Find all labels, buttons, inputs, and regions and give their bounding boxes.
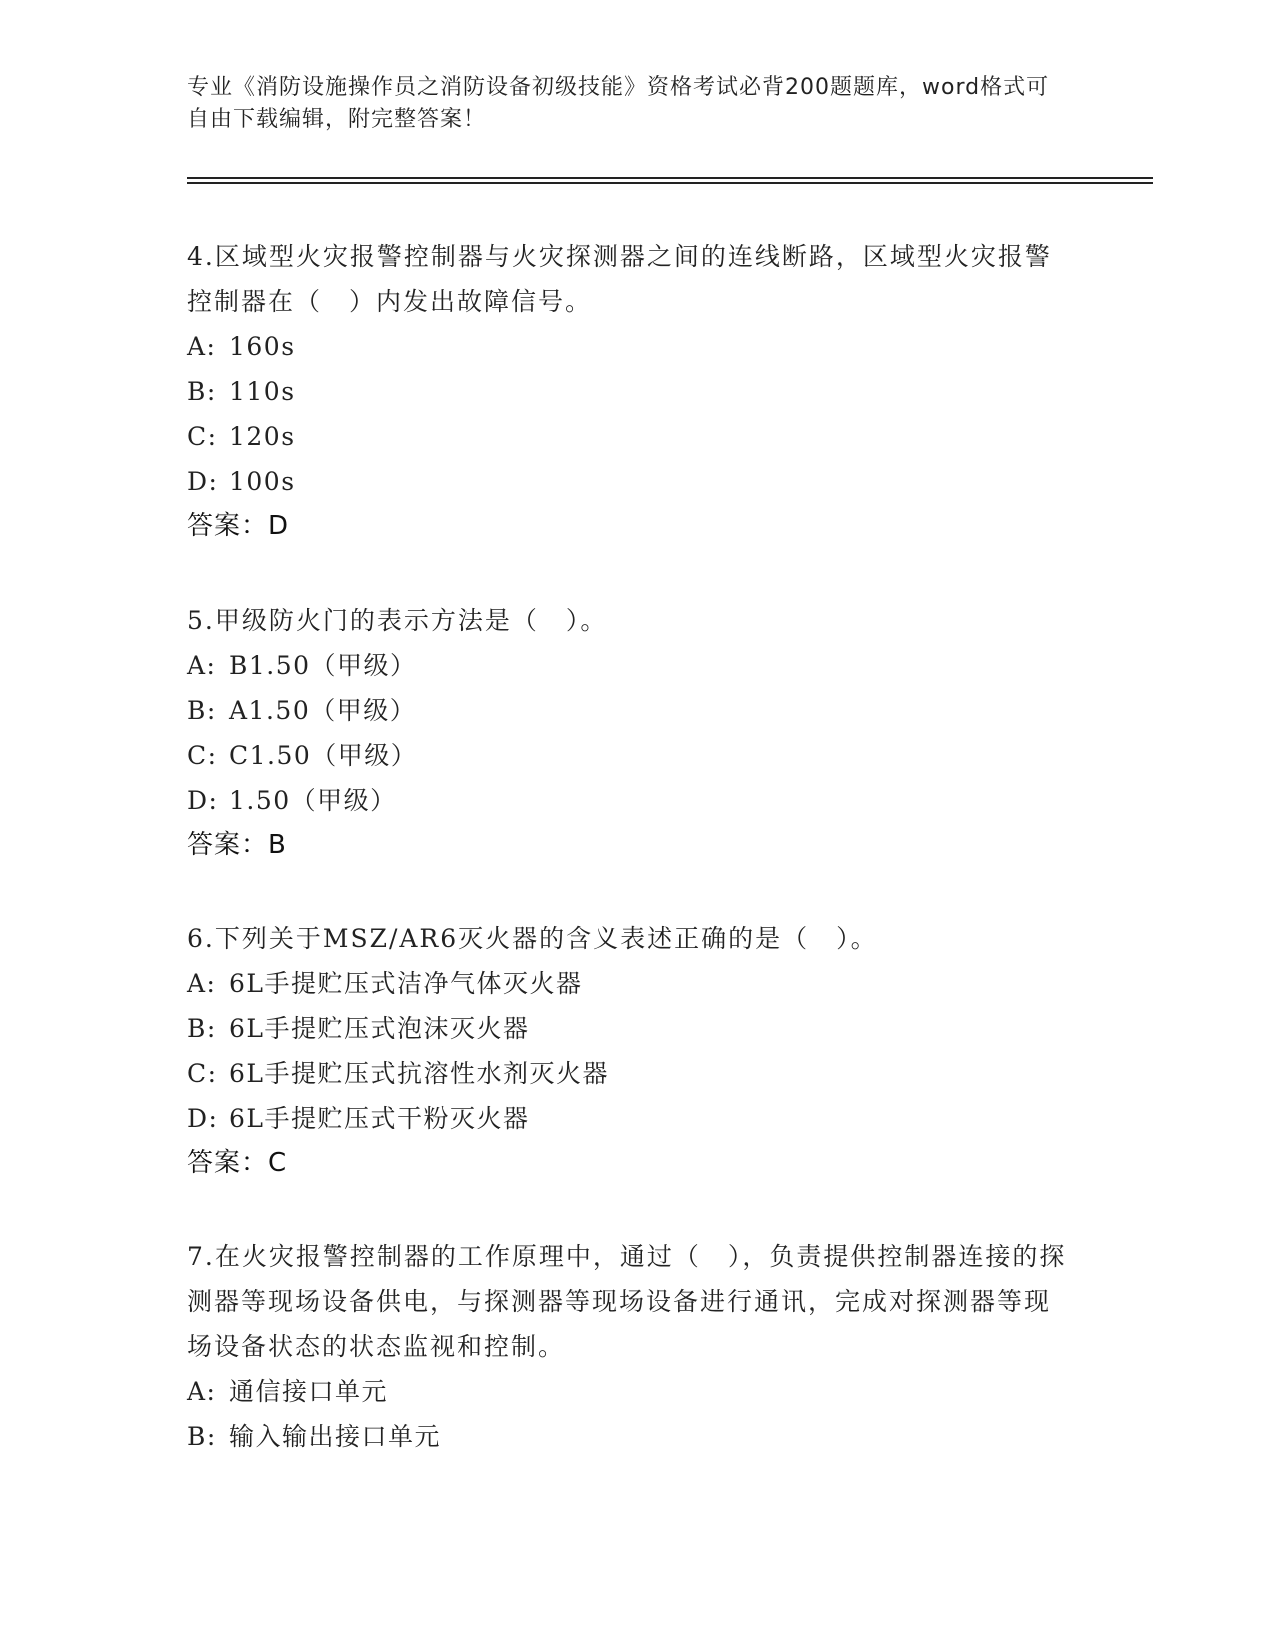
question-6 [187,916,1067,1186]
option-letter: A: [187,332,217,361]
option-c [187,1051,1067,1096]
option-text: 6L手提贮压式泡沫灭火器 [229,1014,530,1043]
option-text: 120s [229,422,296,451]
header-rule-bottom [187,182,1153,184]
option-text: 160s [229,332,296,361]
answer-line: 答案：B [187,830,287,860]
question-stem: 7.在火灾报警控制器的工作原理中，通过（ ），负责提供控制器连接的探测器等现场设备供电，与探测器等现场设备进行通讯，完成对探测器等现场设备状态的状态监视和控制。 [187,1242,1067,1361]
option-letter: C: [187,1059,218,1088]
option-text: 100s [229,467,296,496]
option-text: 110s [229,377,296,406]
option-text: 1.50（甲级） [229,786,397,815]
question-4 [187,234,1067,549]
option-letter: C: [187,741,218,770]
option-letter: A: [187,651,217,680]
option-letter: C: [187,422,218,451]
header-rule-top [187,177,1153,179]
question-stem: 4.区域型火灾报警控制器与火灾探测器之间的连线断路，区域型火灾报警控制器在（ ）内发出故障信号。 [187,242,1052,316]
option-d [187,459,1067,504]
option-a [187,961,1067,1006]
document-header: 专业《消防设施操作员之消防设备初级技能》资格考试必背200题题库，word格式可自由下载编辑，附完整答案！ [187,75,1050,132]
option-c [187,733,1067,778]
answer-line: 答案：C [187,1148,288,1178]
option-text: 输入输出接口单元 [229,1422,442,1451]
question-5 [187,598,1067,868]
option-a [187,324,1067,369]
option-letter: A: [187,969,217,998]
option-text: 通信接口单元 [229,1377,389,1406]
answer-line: 答案：D [187,511,290,541]
option-d [187,1096,1067,1141]
option-letter: B: [187,696,217,725]
option-c [187,414,1067,459]
option-b [187,1414,1067,1459]
option-letter: D: [187,1104,219,1133]
option-letter: B: [187,1014,217,1043]
option-text: 6L手提贮压式干粉灭火器 [229,1104,530,1133]
option-a [187,1369,1067,1414]
option-letter: D: [187,467,219,496]
option-letter: D: [187,786,219,815]
question-stem: 6.下列关于MSZ/AR6灭火器的含义表述正确的是（ ）。 [187,924,878,953]
option-text: C1.50（甲级） [229,741,418,770]
option-b [187,1006,1067,1051]
option-b [187,369,1067,414]
option-d [187,778,1067,823]
question-7 [187,1234,1067,1459]
option-letter: A: [187,1377,217,1406]
option-text: B1.50（甲级） [229,651,417,680]
option-b [187,688,1067,733]
option-text: 6L手提贮压式洁净气体灭火器 [229,969,583,998]
question-stem: 5.甲级防火门的表示方法是（ ）。 [187,606,608,635]
option-text: 6L手提贮压式抗溶性水剂灭火器 [229,1059,610,1088]
option-letter: B: [187,1422,217,1451]
option-text: A1.50（甲级） [229,696,417,725]
option-letter: B: [187,377,217,406]
option-a [187,643,1067,688]
